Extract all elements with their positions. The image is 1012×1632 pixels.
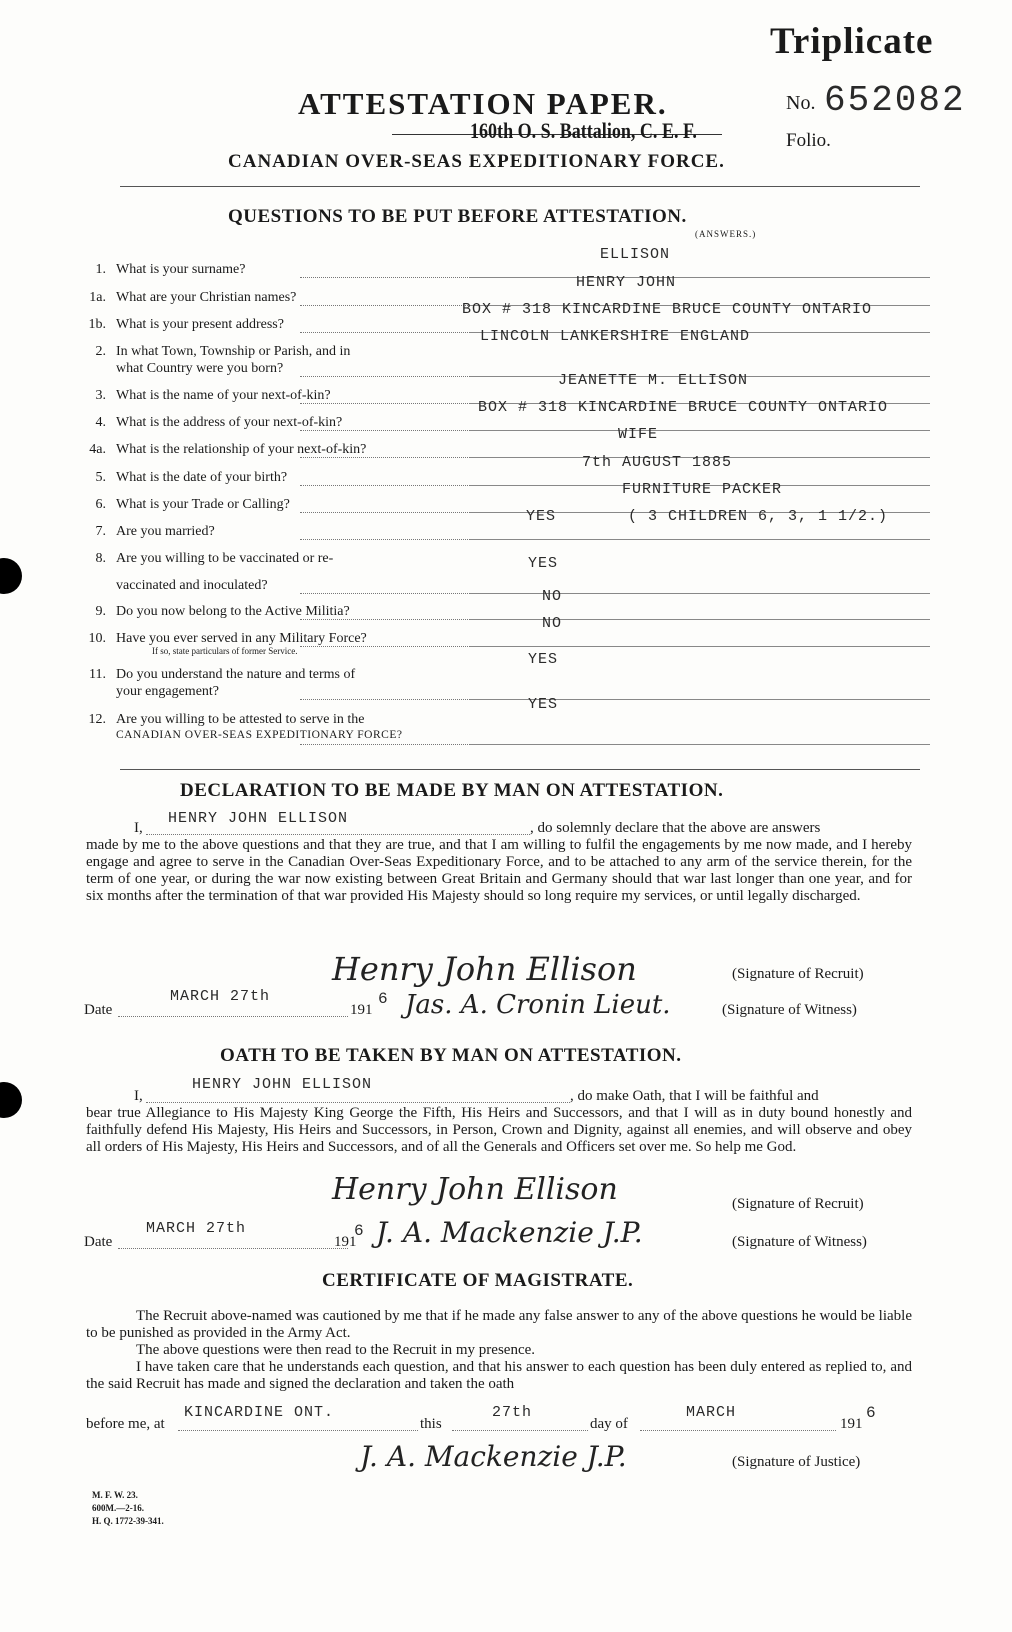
- oath-recruit-signature: Henry John Ellison: [332, 1172, 618, 1207]
- oath-date: MARCH 27th: [146, 1220, 247, 1237]
- declaration-heading: DECLARATION TO BE MADE BY MAN ON ATTESTATION.: [180, 780, 724, 801]
- question-number: 8.: [95, 551, 106, 566]
- number-label: No.: [786, 92, 816, 114]
- question-number: 1.: [95, 262, 106, 277]
- header-rule: [120, 186, 920, 187]
- force-title: CANADIAN OVER-SEAS EXPEDITIONARY FORCE.: [228, 151, 725, 172]
- answer-value: BOX # 318 KINCARDINE BRUCE COUNTY ONTARIO: [462, 301, 873, 318]
- certificate-p2: The above questions were then read to the Recruit in my presence.: [136, 1342, 536, 1358]
- declaration-date: MARCH 27th: [170, 988, 271, 1005]
- question-text: Do you understand the nature and terms of: [116, 667, 356, 682]
- question-text: What is your surname?: [116, 262, 246, 277]
- question-text-continued: CANADIAN OVER-SEAS EXPEDITIONARY FORCE?: [116, 729, 403, 741]
- declaration-year-prefix: 191: [350, 1002, 373, 1018]
- serial-number: 652082: [824, 80, 966, 121]
- oath-year-digit: 6: [354, 1222, 365, 1240]
- copy-label: Triplicate: [770, 21, 934, 62]
- question-text: Are you married?: [116, 524, 215, 539]
- oath-year-prefix: 191: [334, 1234, 357, 1250]
- questions-heading: QUESTIONS TO BE PUT BEFORE ATTESTATION.: [228, 206, 687, 227]
- battalion-stamp: 160th O. S. Battalion, C. E. F.: [470, 118, 697, 143]
- question-text: What is your Trade or Calling?: [116, 497, 290, 512]
- footer-line-2: 600M.—2-16.: [92, 1503, 144, 1513]
- question-number: 6.: [95, 497, 106, 512]
- certificate-day: 27th: [492, 1404, 533, 1421]
- answer-value: YES: [528, 696, 559, 713]
- answer-value: YES: [528, 555, 559, 572]
- answer-value: NO: [542, 615, 563, 632]
- justice-signature: J. A. Mackenzie J.P.: [360, 1440, 627, 1473]
- declaration-i-label: I,: [134, 820, 143, 836]
- question-number: 1b.: [88, 317, 106, 332]
- question-text-continued: your engagement?: [116, 684, 220, 699]
- certificate-day-of-label: day of: [590, 1416, 628, 1432]
- page-title: ATTESTATION PAPER.: [298, 86, 668, 121]
- answer-value: JEANETTE M. ELLISON: [558, 372, 749, 389]
- questions-rule: [120, 769, 920, 770]
- question-number: 1a.: [89, 290, 106, 305]
- declaration-date-label: Date: [84, 1002, 113, 1018]
- certificate-this-label: this: [420, 1416, 442, 1432]
- answer-value: FURNITURE PACKER: [622, 481, 783, 498]
- answer-value: YES: [528, 651, 559, 668]
- answer-value: 7th AUGUST 1885: [582, 454, 733, 471]
- question-text: What is the relationship of your next-of-kin?: [116, 442, 367, 457]
- answer-value: WIFE: [618, 426, 659, 443]
- certificate-heading: CERTIFICATE OF MAGISTRATE.: [322, 1270, 634, 1291]
- oath-heading: OATH TO BE TAKEN BY MAN ON ATTESTATION.: [220, 1045, 682, 1066]
- punch-hole-top: [0, 558, 22, 594]
- declaration-witness-signature: Jas. A. Cronin Lieut.: [405, 990, 671, 1020]
- certificate-month: MARCH: [686, 1404, 737, 1421]
- question-text: What is the address of your next-of-kin?: [116, 415, 343, 430]
- certificate-year-digit: 6: [866, 1404, 877, 1422]
- question-number: 10.: [88, 631, 106, 646]
- answer-value: YES: [526, 508, 557, 525]
- answer-value: ELLISON: [600, 246, 671, 263]
- certificate-p3: I have taken care that he understands each question, and that his answer to each question has been duly entered as replied to, and the said Recruit has made and signed the declaration and taken the oath: [86, 1359, 912, 1392]
- declaration-recruit-label: (Signature of Recruit): [732, 966, 864, 982]
- oath-recruit-label: (Signature of Recruit): [732, 1196, 864, 1212]
- question-number: 11.: [89, 667, 106, 682]
- declaration-lead: , do solemnly declare that the above are answers: [530, 820, 821, 836]
- oath-lead: , do make Oath, that I will be faithful and: [570, 1088, 819, 1104]
- answer-value: LINCOLN LANKERSHIRE ENGLAND: [480, 328, 751, 345]
- certificate-year-prefix: 191: [840, 1416, 863, 1432]
- question-text: Are you willing to be vaccinated or re-: [116, 551, 334, 566]
- question-number: 9.: [95, 604, 106, 619]
- question-number: 5.: [95, 470, 106, 485]
- oath-name: HENRY JOHN ELLISON: [192, 1076, 373, 1093]
- question-text: What is the date of your birth?: [116, 470, 288, 485]
- declaration-year-digit: 6: [378, 990, 389, 1008]
- question-number: 3.: [95, 388, 106, 403]
- justice-label: (Signature of Justice): [732, 1454, 861, 1470]
- certificate-place: KINCARDINE ONT.: [184, 1404, 335, 1421]
- declaration-witness-label: (Signature of Witness): [722, 1002, 857, 1018]
- certificate-p1: The Recruit above-named was cautioned by me that if he made any false answer to any of the above questions he would be liable to be punished as provided in the Army Act.: [86, 1308, 912, 1341]
- question-note: If so, state particulars of former Service.: [152, 646, 298, 656]
- answer-value: NO: [542, 588, 563, 605]
- question-text-continued: vaccinated and inoculated?: [116, 578, 268, 593]
- question-number: 4.: [95, 415, 106, 430]
- question-text: In what Town, Township or Parish, and in: [116, 344, 351, 359]
- oath-body: bear true Allegiance to His Majesty King George the Fifth, His Heirs and Successors, and that I will as in duty bound honestly and faithfully defend His Majesty, His Heirs and Successors, in Person, Crown and Dignity, against all enemies, and will observe and obey all orders of His Majesty, His Heirs and Successors, and of all the Generals and Officers set over me. So help me God.: [86, 1105, 912, 1155]
- punch-hole-bottom: [0, 1082, 22, 1118]
- oath-i-label: I,: [134, 1088, 143, 1104]
- question-text: Do you now belong to the Active Militia?: [116, 604, 350, 619]
- footer-line-1: M. F. W. 23.: [92, 1490, 138, 1500]
- question-text: Have you ever served in any Military Force?: [116, 631, 367, 646]
- oath-date-label: Date: [84, 1234, 113, 1250]
- answer-value: BOX # 318 KINCARDINE BRUCE COUNTY ONTARIO: [478, 399, 889, 416]
- question-text: Are you willing to be attested to serve in the: [116, 712, 365, 727]
- declaration-recruit-signature: Henry John Ellison: [332, 950, 637, 988]
- question-number: 12.: [88, 712, 106, 727]
- question-number: 7.: [95, 524, 106, 539]
- question-text-continued: what Country were you born?: [116, 361, 284, 376]
- certificate-before-label: before me, at: [86, 1416, 165, 1432]
- oath-witness-label: (Signature of Witness): [732, 1234, 867, 1250]
- question-text: What are your Christian names?: [116, 290, 297, 305]
- oath-witness-signature: J. A. Mackenzie J.P.: [376, 1216, 643, 1249]
- declaration-name: HENRY JOHN ELLISON: [168, 810, 349, 827]
- question-text: What is the name of your next-of-kin?: [116, 388, 331, 403]
- folio-label: Folio.: [786, 130, 831, 151]
- question-number: 2.: [95, 344, 106, 359]
- question-number: 4a.: [89, 442, 106, 457]
- answer-value: HENRY JOHN: [576, 274, 677, 291]
- answer-value-extra: ( 3 CHILDREN 6, 3, 1 1/2.): [628, 508, 889, 525]
- declaration-body: made by me to the above questions and that they are true, and that I am willing to fulfil the engagements by me now made, and I hereby engage and agree to serve in the Canadian Over-Seas Expeditionary Force, and to be attached to any arm of the service therein, for the term of one year, or during the war now existing between Great Britain and Germany should that war last longer than one year, and for six months after the termination of that war provided His Majesty should so long require my services, or until legally discharged.: [86, 837, 912, 904]
- question-text: What is your present address?: [116, 317, 284, 332]
- answers-label: (ANSWERS.): [695, 229, 757, 239]
- footer-line-3: H. Q. 1772-39-341.: [92, 1516, 164, 1526]
